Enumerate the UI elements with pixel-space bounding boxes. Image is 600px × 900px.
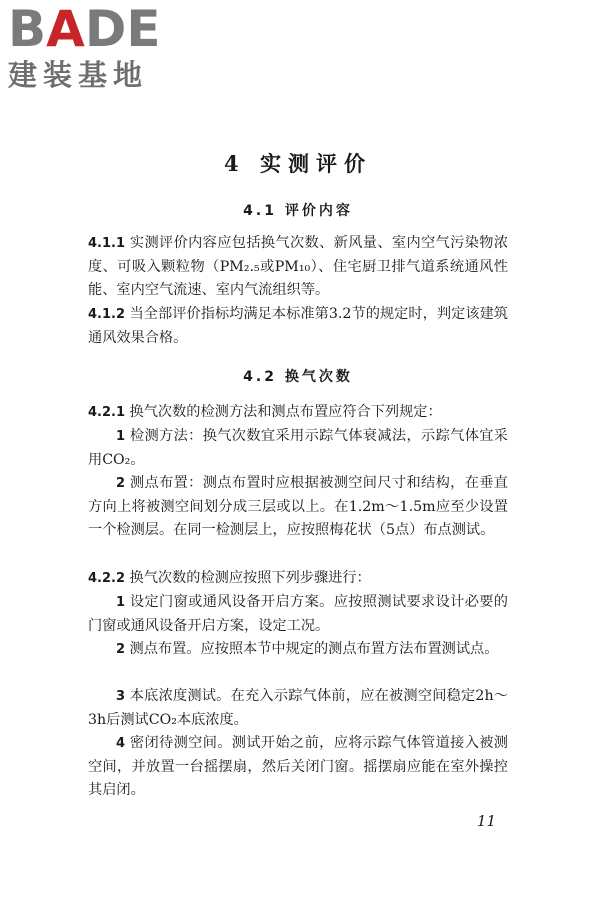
page-number: 11 [476,812,496,830]
clause-4-1-2: 4.1.2 当全部评价指标均满足本标准第3.2节的规定时，判定该建筑通风效果合格。 [88,306,508,346]
section-title-4-1: 4.1 评价内容 [243,203,353,219]
clause-4-2-2-item-2: 2 测点布置。应按照本节中规定的测点布置方法布置测试点。 [116,641,499,657]
clause-4-2-2-item-1: 1 设定门窗或通风设备开启方案。应按照测试要求设计必要的门窗或通风设备开启方案，设定工况。 [88,594,508,634]
clause-4-2-2: 4.2.2 换气次数的检测应按照下列步骤进行： [88,570,371,586]
section-title-4-2: 4.2 换气次数 [243,369,353,385]
clause-4-2-1-item-1: 1 检测方法：换气次数宜采用示踪气体衰减法，示踪气体宜采用CO₂。 [88,428,508,468]
chapter-title: 4 实测评价 [224,151,372,176]
clause-4-2-1: 4.2.1 换气次数的检测方法和测点布置应符合下列规定： [88,404,442,420]
bade-logo [8,2,178,92]
clause-4-2-2-item-4: 4 密闭待测空间。测试开始之前，应将示踪气体管道接入被测空间，并放置一台摇摆扇，然后关闭门窗。摇摆扇应能在室外操控其启闭。 [88,735,508,798]
clause-4-2-2-item-3: 3 本底浓度测试。在充入示踪气体前，应在被测空间稳定2h～3h后测试CO₂本底浓度。 [88,688,508,728]
logo-wordmark: BADE [8,0,161,58]
clause-4-2-1-item-2: 2 测点布置：测点布置时应根据被测空间尺寸和结构，在垂直方向上将被测空间划分成三层或以上。在1.2m～1.5m应至少设置一个检测层。在同一检测层上，应按照梅花状（5点）布点测试。 [88,475,508,538]
logo-subtitle: 建装基地 [8,58,149,92]
clause-4-1-1: 4.1.1 实测评价内容应包括换气次数、新风量、室内空气污染物浓度、可吸入颗粒物（PM₂.₅或PM₁₀）、住宅厨卫排气道系统通风性能、室内空气流速、室内气流组织等。 [88,235,508,298]
